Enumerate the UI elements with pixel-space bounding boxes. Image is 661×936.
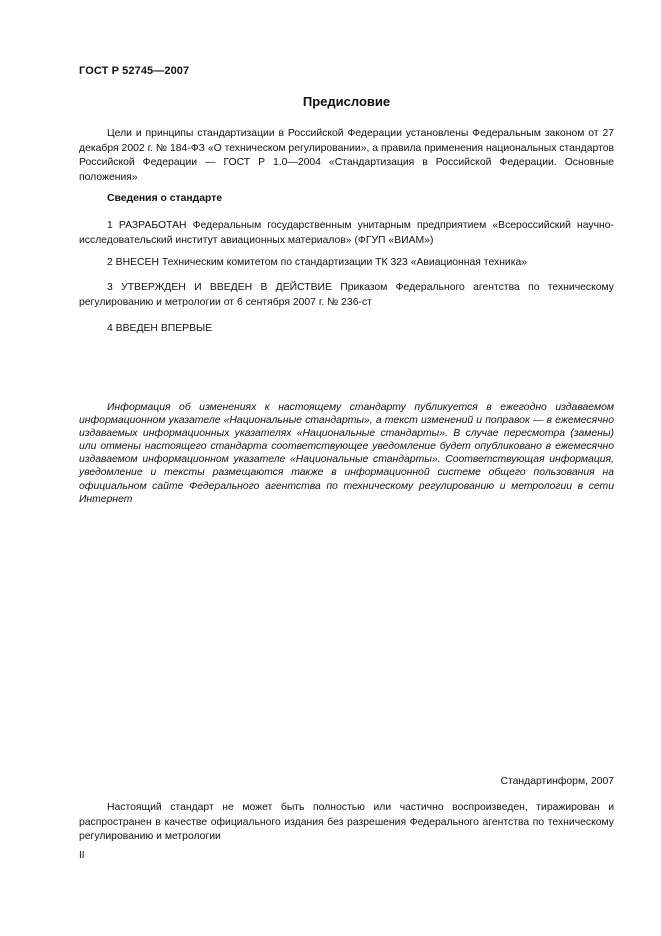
preface-intro-paragraph: Цели и принципы стандартизации в Российской Федерации установлены Федеральным законом от 27 декабря 2002 г. № 184-ФЗ «О техническом регулировании», а правила применения национальных стандартов Российской Федерации — ГОСТ Р 1.0—2004 «Стандартизация в Российской Федерации. Основные положения» xyxy=(79,128,614,183)
standard-code-header: ГОСТ Р 52745—2007 xyxy=(79,65,190,77)
standard-info-heading: Сведения о стандарте xyxy=(107,193,223,204)
standard-info-item-approved: 3 УТВЕРЖДЕН И ВВЕДЕН В ДЕЙСТВИЕ Приказом Федерального агентства по техническому регулированию и метрологии от 6 сентября 2007 г. № 236-ст xyxy=(79,282,614,308)
copyright-notice: Настоящий стандарт не может быть полностью или частично воспроизведен, тиражирован и распространен в качестве официального издания без разрешения Федерального агентства по техническому регулированию и метрологии xyxy=(79,802,614,842)
standard-info-item-introduced: 4 ВВЕДЕН ВПЕРВЫЕ xyxy=(107,323,213,334)
preface-title: Предисловие xyxy=(302,94,391,109)
standard-info-item-submitted: 2 ВНЕСЕН Техническим комитетом по стандартизации ТК 323 «Авиационная техника» xyxy=(107,257,528,268)
page-number: II xyxy=(79,850,85,861)
standard-info-item-developed: 1 РАЗРАБОТАН Федеральным государственным унитарным предприятием «Всероссийский научно-исследовательский институт авиационных материалов» (ФГУП «ВИАМ») xyxy=(79,220,614,246)
publisher-line: Стандартинформ, 2007 xyxy=(500,776,614,787)
changes-notice-paragraph: Информация об изменениях к настоящему стандарту публикуется в ежегодно издаваемом информационном указателе «Национальные стандарты», а текст изменений и поправок — в ежемесячно издаваемых информационных указателях «Национальные стандарты». В случае пересмотра (замены) или отмены настоящего стандарта соответствующее уведомление будет опубликовано в ежемесячно издаваемом информационном указателе «Национальные стандарты». Соответствующая информация, уведомление и тексты размещаются также в информационной системе общего пользования на официальном сайте Федерального агентства по техническому регулированию и метрологии в сети Интернет xyxy=(79,402,614,505)
